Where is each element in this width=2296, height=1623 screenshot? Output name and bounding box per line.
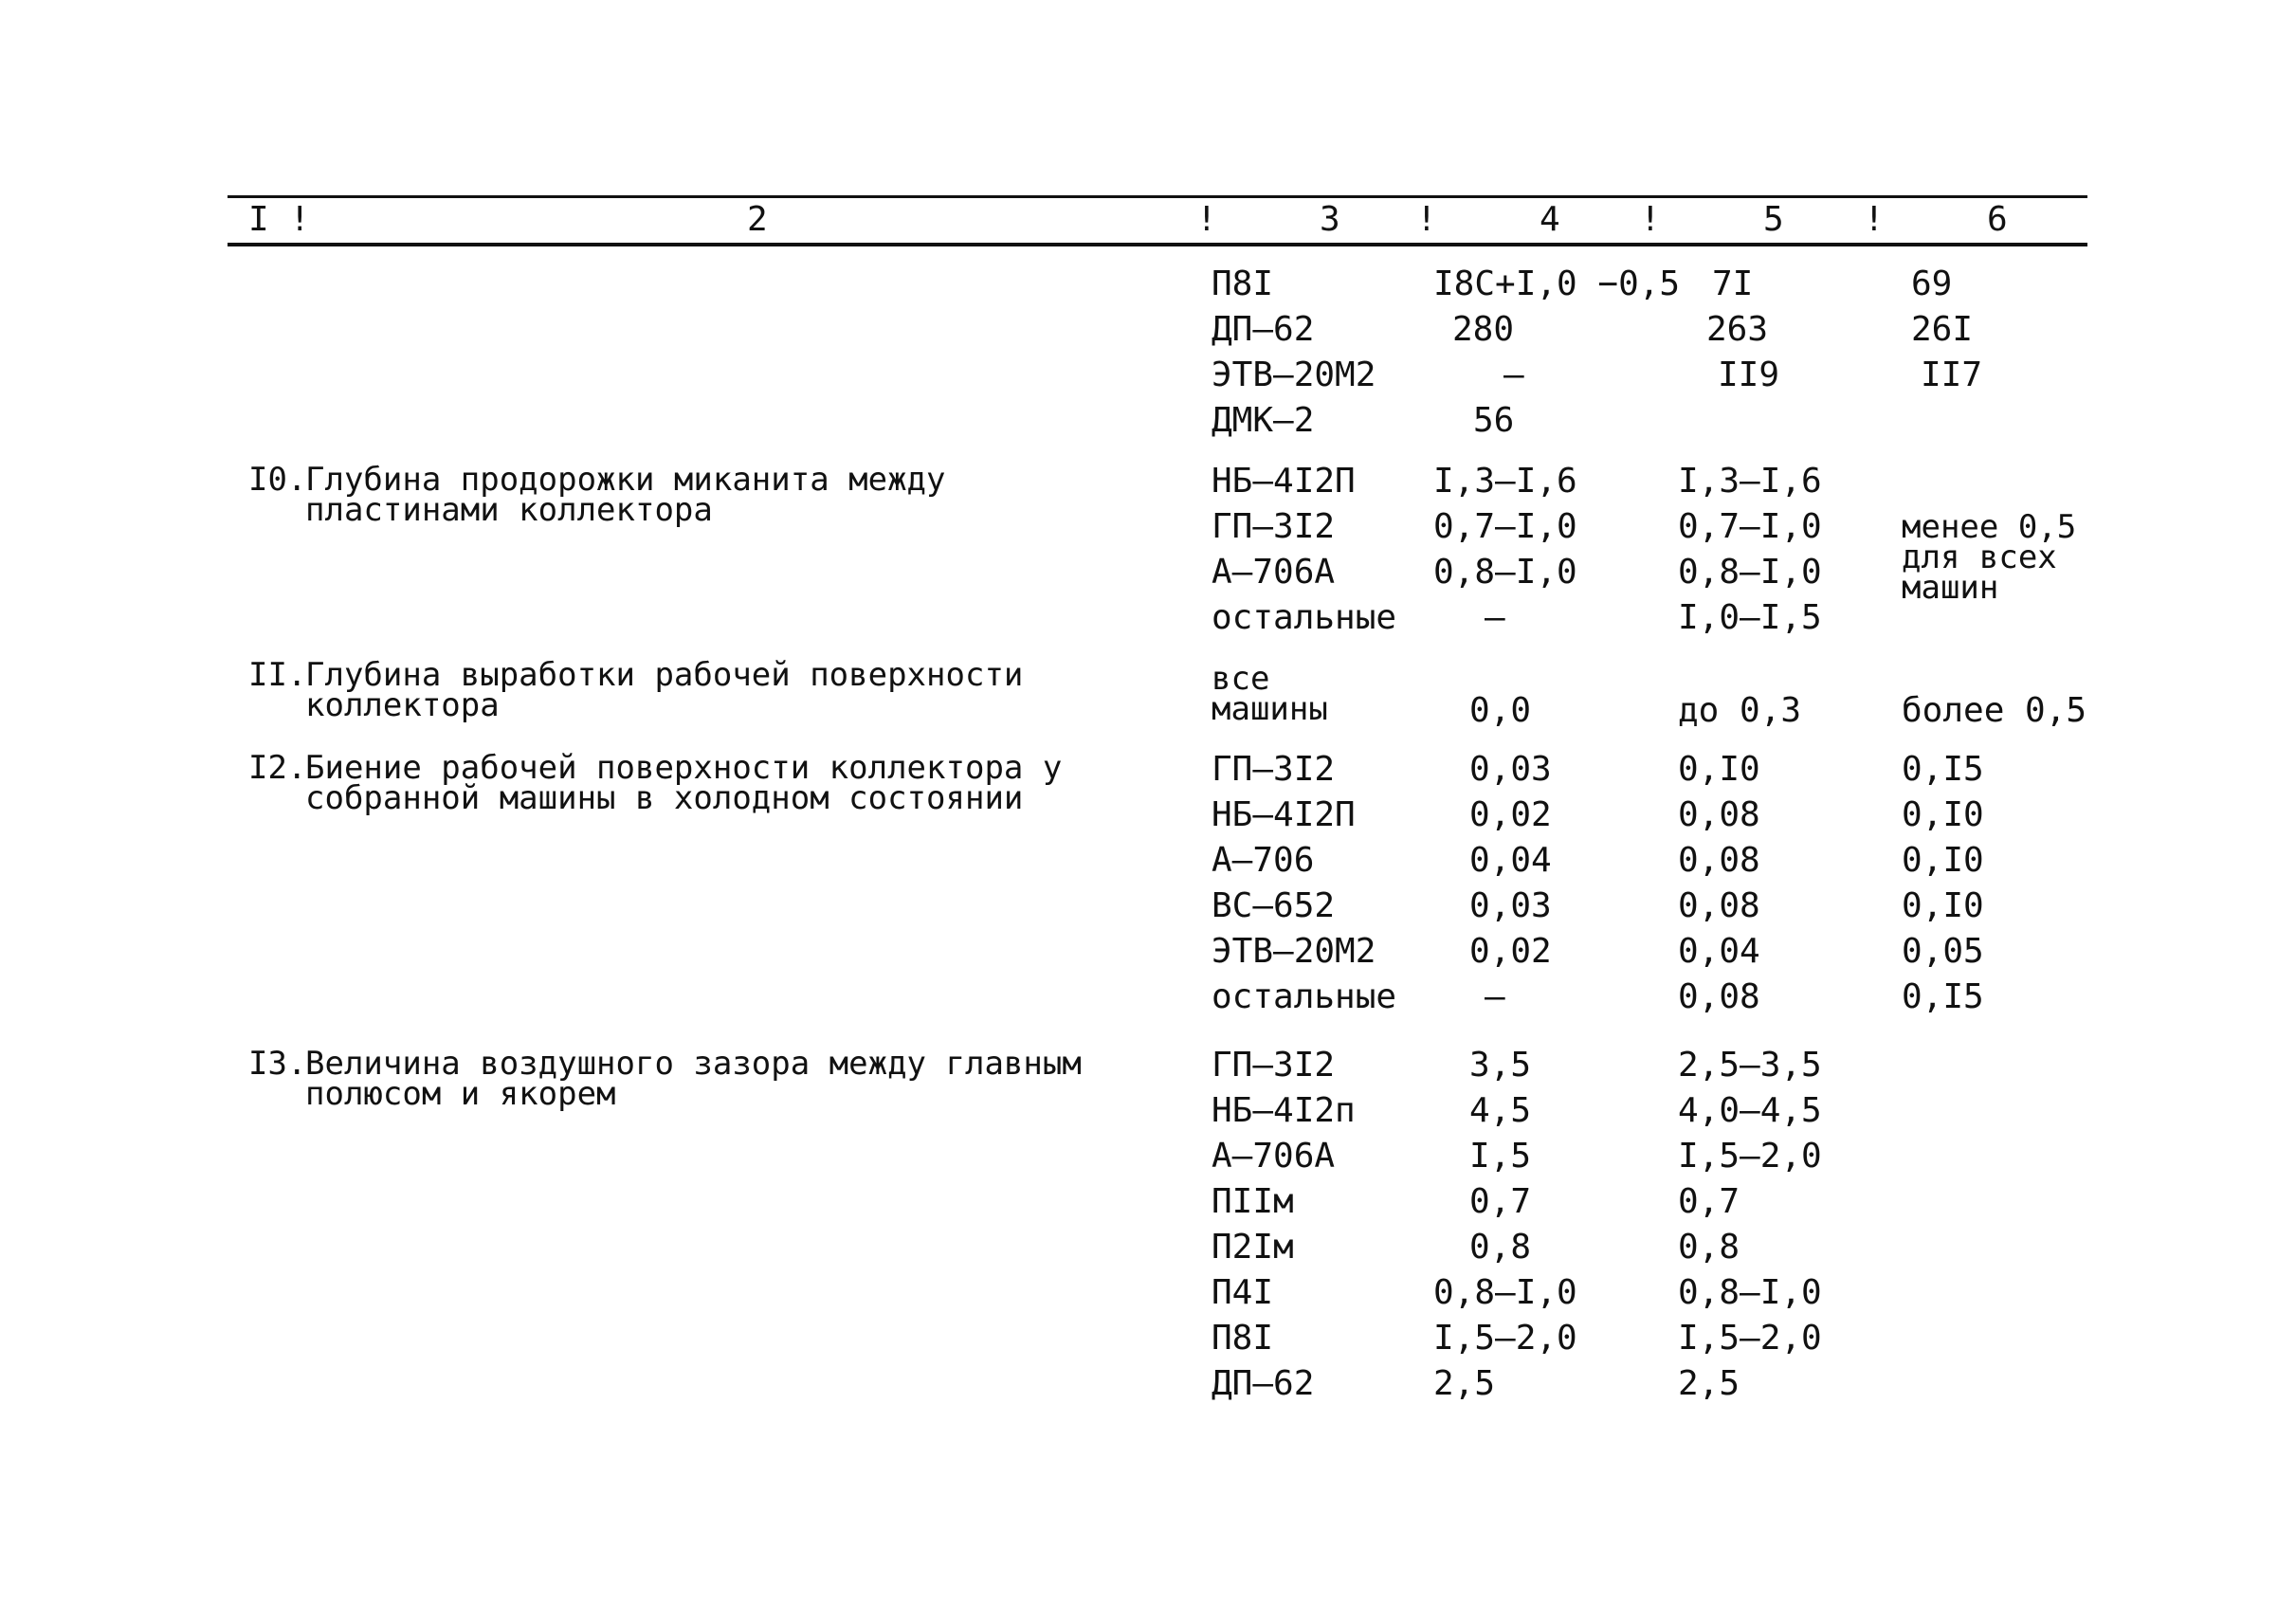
value-col5: 0,04 — [1678, 932, 1760, 971]
table-row — [0, 262, 2296, 307]
value-col5: до 0,3 — [1678, 691, 1802, 730]
value-col5: 7I — [1712, 264, 1754, 303]
machine-cell: ЭТВ–20М2 — [1212, 932, 1376, 971]
item-text: Величина воздушного зазора между главным полюсом и якорем — [305, 1045, 1082, 1113]
value-col4: 0,7 — [1469, 1182, 1532, 1221]
machine-cell: А–706 — [1212, 841, 1315, 880]
header-col-5: ! 5 — [1640, 200, 1784, 239]
machine-cell: ПIIм — [1212, 1182, 1294, 1221]
table-row — [0, 398, 2296, 444]
value-col6: 0,I0 — [1902, 886, 1984, 925]
value-col6: 0,05 — [1902, 932, 1984, 971]
machine-cell: П8I — [1212, 1319, 1274, 1358]
item-text: Глубина выработки рабочей поверхности коллектора — [305, 656, 1024, 724]
value-col6: 0,I5 — [1902, 977, 1984, 1016]
value-col4: 0,02 — [1469, 795, 1552, 834]
value-col5: 0,I0 — [1678, 750, 1760, 789]
item-number: I2. — [248, 749, 307, 787]
item-text: Глубина продорожки миканита между пластинами коллектора — [305, 461, 946, 529]
value-col4: 0,8–I,0 — [1433, 553, 1577, 592]
table-row — [0, 1179, 2296, 1225]
table-row — [0, 838, 2296, 884]
value-col5: 0,8 — [1678, 1228, 1740, 1267]
header-col-4: ! 4 — [1416, 200, 1560, 239]
value-col4: I,5–2,0 — [1433, 1319, 1577, 1358]
machine-cell: П2Iм — [1212, 1228, 1294, 1267]
value-col5: 0,08 — [1678, 841, 1760, 880]
machine-cell: ДМК–2 — [1212, 401, 1315, 440]
value-col5: II9 — [1718, 356, 1780, 394]
item-number: I3. — [248, 1045, 307, 1083]
note-all-machines: менее 0,5 для всех машин — [1902, 508, 2077, 607]
value-col6: 0,I5 — [1902, 750, 1984, 789]
value-col4: 0,8 — [1469, 1228, 1532, 1267]
value-col4: I,3–I,6 — [1433, 462, 1577, 501]
value-col5: 2,5–3,5 — [1678, 1046, 1822, 1085]
table-row — [0, 747, 2296, 793]
table-row — [0, 884, 2296, 929]
value-col4: 0,0 — [1469, 691, 1532, 730]
value-col4: 4,5 — [1469, 1091, 1532, 1130]
value-col6: 26I — [1911, 310, 1974, 349]
machine-cell: ДП–62 — [1212, 310, 1315, 349]
item-number: II. — [248, 656, 307, 694]
table-row — [0, 1361, 2296, 1407]
table-row — [0, 1088, 2296, 1134]
machine-cell: остальные — [1212, 598, 1397, 637]
value-col4: 0,8–I,0 — [1433, 1273, 1577, 1312]
table-row — [0, 975, 2296, 1020]
table-row — [0, 1316, 2296, 1361]
value-col5: I,5–2,0 — [1678, 1319, 1822, 1358]
value-col4: 0,04 — [1469, 841, 1552, 880]
value-col4: I,5 — [1469, 1137, 1532, 1176]
table-row — [0, 1225, 2296, 1270]
table-row — [0, 1134, 2296, 1179]
machine-cell: П8I — [1212, 264, 1274, 303]
machine-cell: НБ–4I2п — [1212, 1091, 1356, 1130]
value-col4: 280 — [1452, 310, 1515, 349]
table-row — [0, 307, 2296, 353]
table-row — [0, 793, 2296, 838]
table-row — [0, 1043, 2296, 1088]
header-col-2: 2 — [747, 200, 768, 239]
table-row — [0, 1270, 2296, 1316]
value-col4: I8C+I,0 −0,5 — [1433, 264, 1681, 303]
table-row — [0, 688, 2296, 734]
value-col5: 0,08 — [1678, 795, 1760, 834]
machine-cell: ГП–3I2 — [1212, 507, 1336, 546]
machine-cell: А–706А — [1212, 1137, 1336, 1176]
header-col-3: ! 3 — [1196, 200, 1340, 239]
machine-cell: ВС–652 — [1212, 886, 1336, 925]
value-col6: более 0,5 — [1902, 691, 2087, 730]
value-col5: I,0–I,5 — [1678, 598, 1822, 637]
machine-cell: А–706А — [1212, 553, 1336, 592]
value-col4: 56 — [1473, 401, 1515, 440]
value-col5: 0,08 — [1678, 886, 1760, 925]
value-col4: – — [1503, 356, 1524, 394]
value-col6: 69 — [1911, 264, 1953, 303]
machine-cell: НБ–4I2П — [1212, 462, 1356, 501]
header-col-1: I ! — [248, 200, 311, 239]
machine-cell: П4I — [1212, 1273, 1274, 1312]
value-col6: II7 — [1921, 356, 1983, 394]
value-col5: I,3–I,6 — [1678, 462, 1822, 501]
value-col4: 0,02 — [1469, 932, 1552, 971]
value-col5: 2,5 — [1678, 1364, 1740, 1403]
value-col5: 0,8–I,0 — [1678, 553, 1822, 592]
value-col5: 4,0–4,5 — [1678, 1091, 1822, 1130]
value-col4: 0,03 — [1469, 750, 1552, 789]
value-col4: 0,7–I,0 — [1433, 507, 1577, 546]
value-col5: 263 — [1706, 310, 1769, 349]
header-col-6: ! 6 — [1864, 200, 2008, 239]
machine-cell: ДП–62 — [1212, 1364, 1315, 1403]
machine-cell: НБ–4I2П — [1212, 795, 1356, 834]
value-col5: I,5–2,0 — [1678, 1137, 1822, 1176]
machine-cell: остальные — [1212, 977, 1397, 1016]
value-col5: 0,8–I,0 — [1678, 1273, 1822, 1312]
header-rule — [228, 243, 2087, 246]
machine-cell: ГП–3I2 — [1212, 750, 1336, 789]
value-col4: – — [1485, 598, 1505, 637]
value-col5: 0,08 — [1678, 977, 1760, 1016]
table-row — [0, 929, 2296, 975]
value-col4: 3,5 — [1469, 1046, 1532, 1085]
value-col4: 2,5 — [1433, 1364, 1496, 1403]
machine-cell: ГП–3I2 — [1212, 1046, 1336, 1085]
table-row — [0, 353, 2296, 398]
machine-cell: ЭТВ–20М2 — [1212, 356, 1376, 394]
value-col6: 0,I0 — [1902, 841, 1984, 880]
value-col6: 0,I0 — [1902, 795, 1984, 834]
top-rule — [228, 195, 2087, 198]
table-row — [0, 459, 2296, 504]
machine-cell: все машины — [1212, 660, 1328, 728]
value-col4: 0,03 — [1469, 886, 1552, 925]
value-col5: 0,7 — [1678, 1182, 1740, 1221]
value-col4: – — [1485, 977, 1505, 1016]
item-text: Биение рабочей поверхности коллектора у собранной машины в холодном состоянии — [305, 749, 1063, 817]
item-number: I0. — [248, 461, 307, 499]
value-col5: 0,7–I,0 — [1678, 507, 1822, 546]
